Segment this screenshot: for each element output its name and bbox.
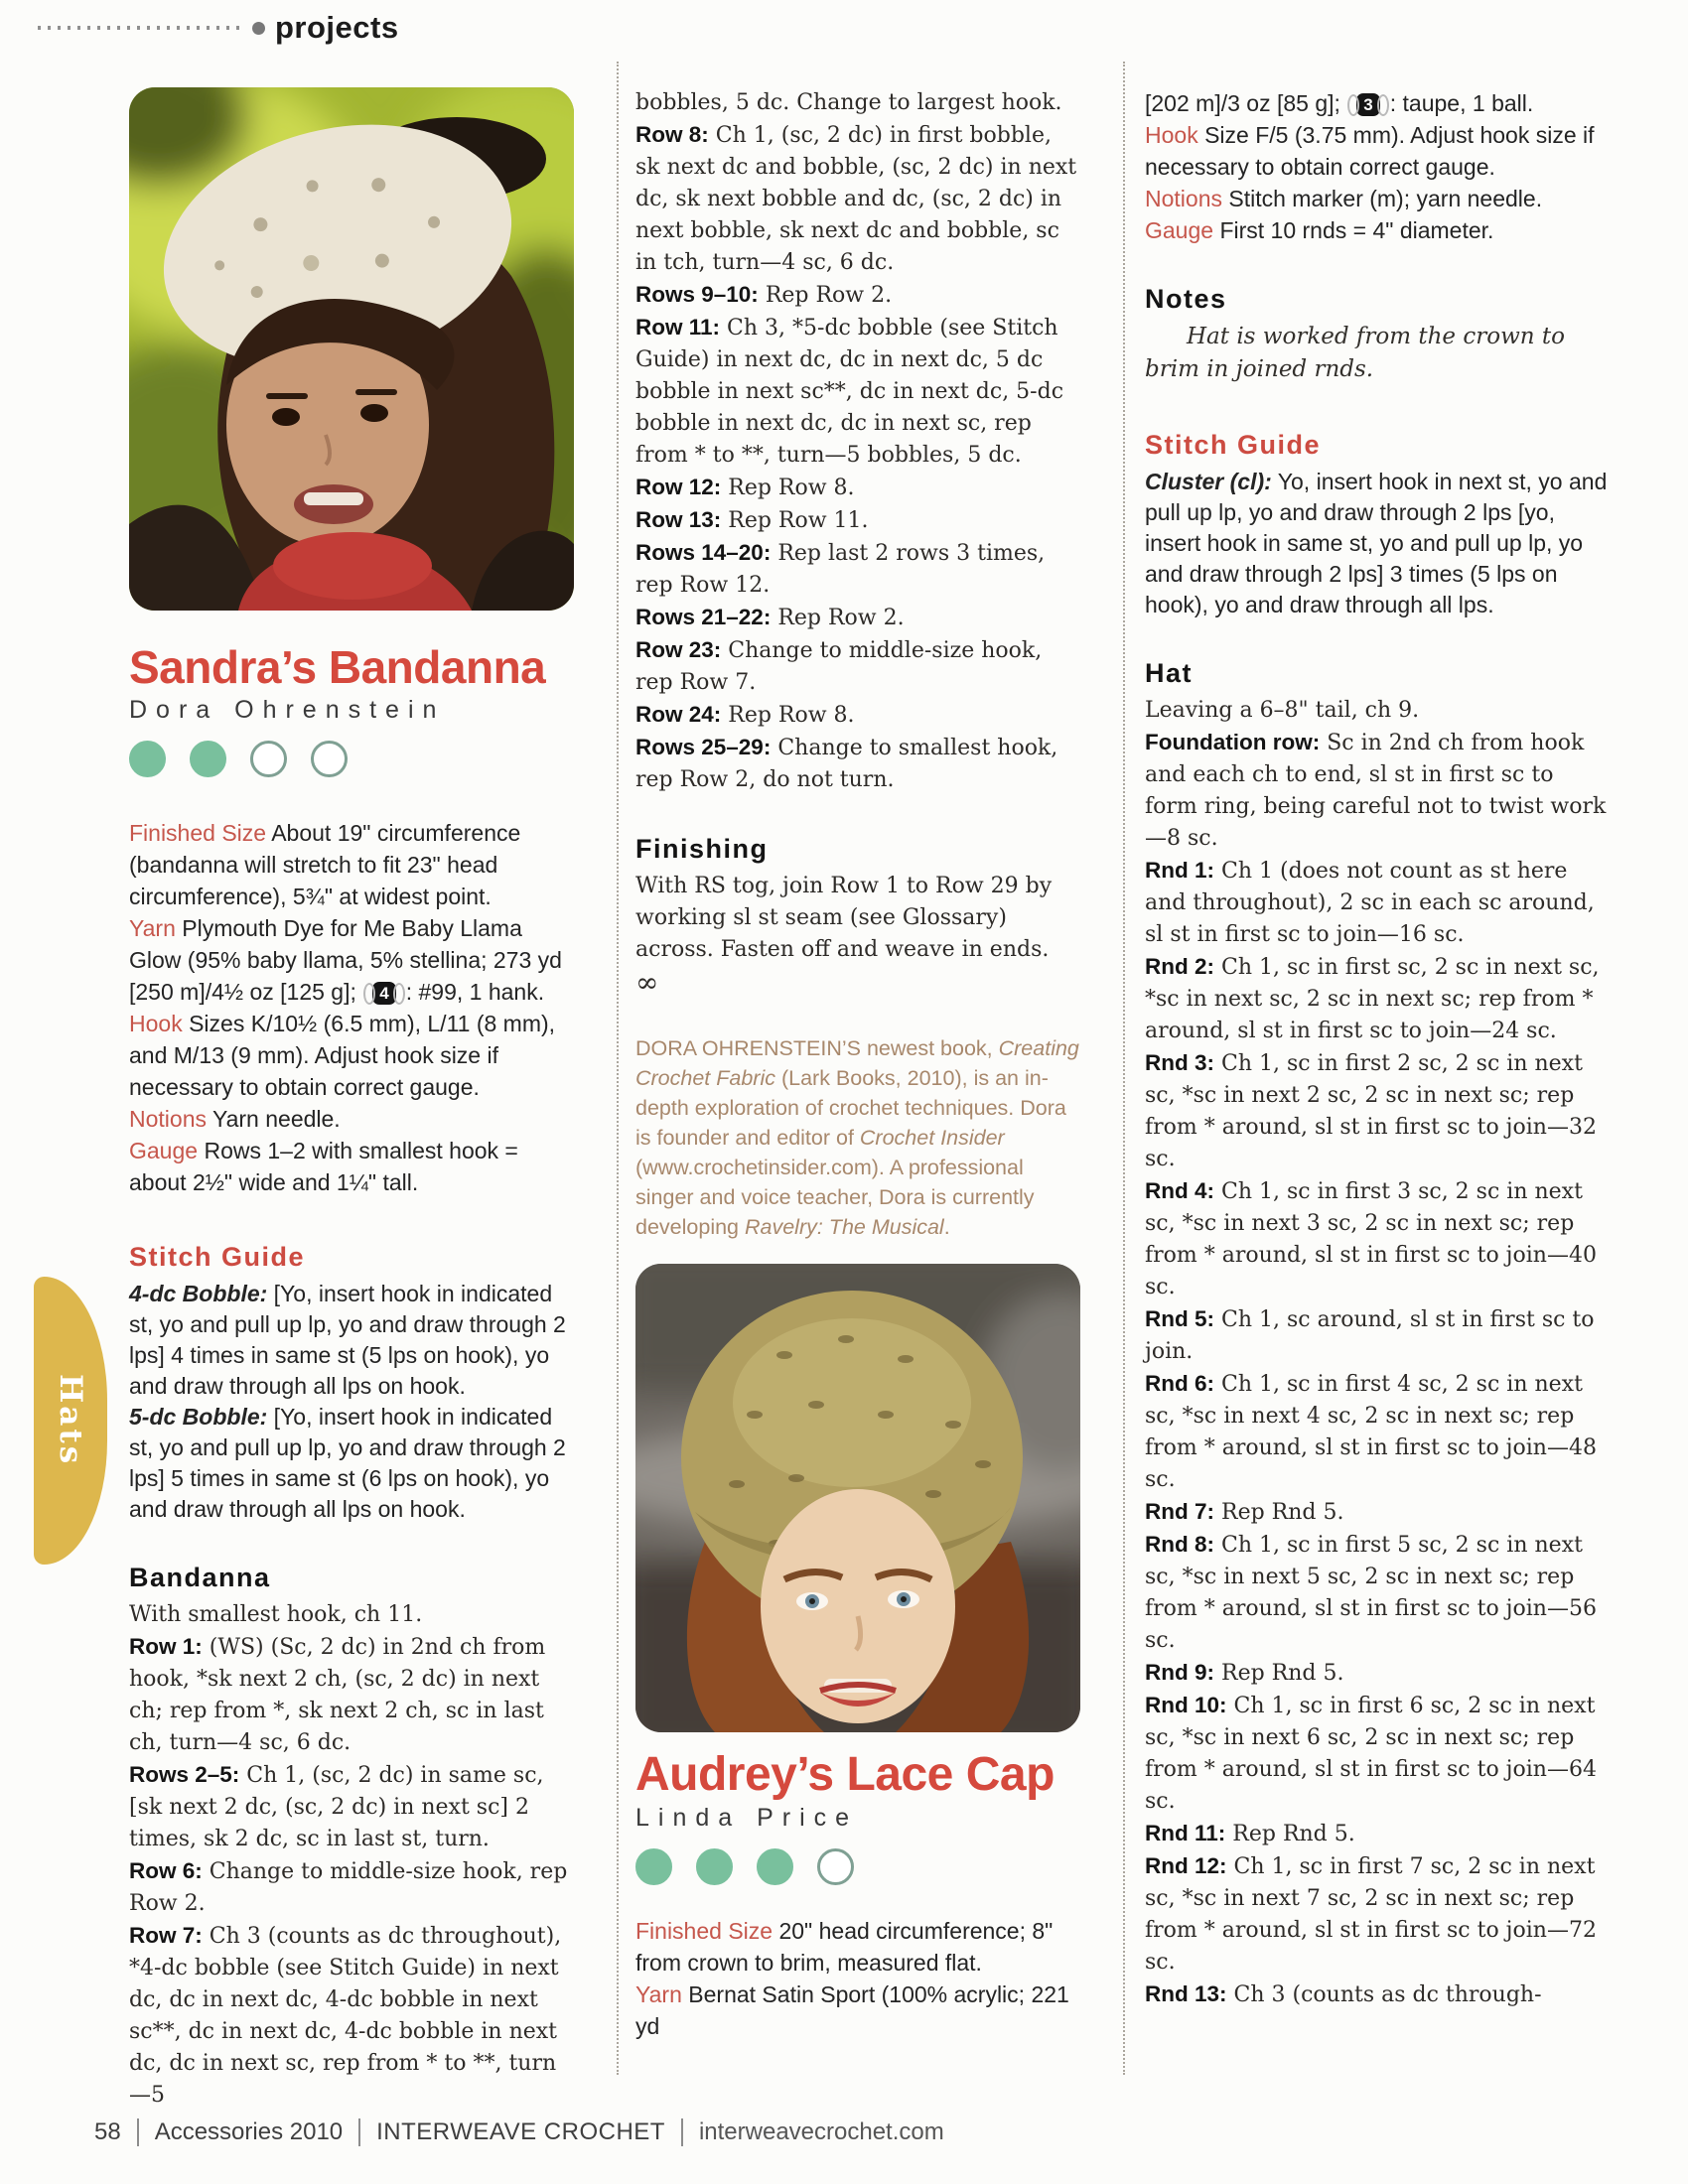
pattern-row: Rnd 9: Rep Rnd 5. xyxy=(1145,1660,1344,1686)
pattern-row: Row 23: Change to middle-size hook, rep Row 7. xyxy=(635,637,1043,695)
difficulty-rating xyxy=(129,741,574,777)
difficulty-rating xyxy=(635,1848,1080,1885)
row-label: Rnd 3: xyxy=(1145,1050,1214,1075)
row-label: Row 13: xyxy=(635,507,722,532)
footer-magazine: INTERWEAVE CROCHET xyxy=(358,2118,681,2146)
page-header xyxy=(38,10,399,46)
spec-label: Hook xyxy=(129,1010,183,1036)
spec-label: Yarn xyxy=(635,1980,682,2007)
designer-bio xyxy=(635,1033,1080,1242)
pattern-intro: With smallest hook, ch 11. xyxy=(129,1601,423,1627)
spec-hook xyxy=(1145,119,1610,183)
row-label: Rows 14–20: xyxy=(635,540,772,565)
stitch-term: 4-dc Bobble: xyxy=(129,1280,268,1306)
difficulty-dot-empty xyxy=(311,741,348,777)
row-label: Rnd 10: xyxy=(1145,1693,1227,1717)
row-label: Rnd 11: xyxy=(1145,1821,1226,1845)
spec-value: [202 m]/3 oz [85 g]; xyxy=(1145,90,1347,116)
row-label: Row 8: xyxy=(635,122,709,147)
row-label: Row 23: xyxy=(635,637,722,662)
bio-segment: DORA OHRENSTEIN’S newest book, xyxy=(635,1036,999,1060)
stitch-term: Cluster (cl): xyxy=(1145,469,1272,494)
stitch-guide-entry: 4-dc Bobble: [Yo, insert hook in indicated st, yo and pull up lp, yo and draw through 2 lps] 4 times in same st (5 lps on hook), yo and draw through all lps on hook. xyxy=(129,1280,566,1399)
pattern-row: Rnd 4: Ch 1, sc in first 3 sc, 2 sc in next sc, *sc in next 3 sc, 2 sc in next sc; rep from * around, sl st in first sc to join—40 sc. xyxy=(1145,1178,1597,1299)
page-footer xyxy=(94,2118,960,2146)
pattern-row: Rnd 7: Rep Rnd 5. xyxy=(1145,1499,1344,1525)
sidebar-tab-label: Hats xyxy=(53,1374,88,1467)
row-label: Row 1: xyxy=(129,1633,203,1659)
pattern-specs xyxy=(129,817,574,1198)
pattern-row: Rnd 10: Ch 1, sc in first 6 sc, 2 sc in next sc, *sc in next 6 sc, 2 sc in next sc; rep from * around, sl st in first sc to join—64 sc. xyxy=(1145,1693,1597,1814)
spec-value: Stitch marker (m); yarn needle. xyxy=(1228,186,1543,211)
spec-label: Yarn xyxy=(129,914,176,941)
row-label: Rnd 1: xyxy=(1145,858,1214,883)
row-label: Rnd 9: xyxy=(1145,1660,1214,1685)
notes-heading: Notes xyxy=(1145,284,1227,314)
pattern-row: Rnd 8: Ch 1, sc in first 5 sc, 2 sc in next sc, *sc in next 5 sc, 2 sc in next sc; rep from * around, sl st in first sc to join—56 sc. xyxy=(1145,1532,1597,1653)
author-name: Linda Price xyxy=(635,1803,859,1832)
stitch-guide-heading: Stitch Guide xyxy=(1145,430,1322,460)
bio-italic-segment: Creating Crochet Fabric xyxy=(635,1036,1079,1090)
pattern-row: Row 7: Ch 3 (counts as dc throughout), *4-dc bobble (see Stitch Guide) in next dc, dc in next dc, 4-dc bobble in next sc**, dc in next dc, 4-dc bobble in next dc, dc in next sc, rep from * to **, turn—5 xyxy=(129,1922,562,2108)
pattern-row: Row 12: Rep Row 8. xyxy=(635,475,855,500)
difficulty-dot-empty xyxy=(817,1848,854,1885)
row-label: Row 7: xyxy=(129,1922,203,1948)
notes-text: Hat is worked from the crown to brim in joined rnds. xyxy=(1145,324,1565,382)
pattern-intro: Leaving a 6–8" tail, ch 9. xyxy=(1145,698,1420,723)
stitch-guide-heading: Stitch Guide xyxy=(129,1241,306,1272)
row-label: Rows 9–10: xyxy=(635,282,759,307)
spec-label: Finished Size xyxy=(635,1917,774,1944)
pattern-row: bobbles, 5 dc. Change to largest hook. xyxy=(635,90,1062,115)
section-bullet-icon xyxy=(252,22,265,35)
dotted-rule xyxy=(38,26,242,30)
pattern-row: Rows 21–22: Rep Row 2. xyxy=(635,605,905,630)
sandra-photo xyxy=(129,87,574,611)
row-label: Foundation row: xyxy=(1145,730,1321,754)
column-rule xyxy=(1123,62,1125,2075)
spec-value: Sizes K/10½ (6.5 mm), L/11 (8 mm), and M/13 (9 mm). Adjust hook size if necessary to obtain correct gauge. xyxy=(129,1010,556,1100)
project-title-audrey: Audrey’s Lace Cap xyxy=(635,1748,1055,1801)
pattern-row: Rnd 3: Ch 1, sc in first 2 sc, 2 sc in next sc, *sc in next 2 sc, 2 sc in next sc; rep from * around, sl st in first sc to join—32 sc. xyxy=(1145,1050,1597,1171)
spec-value: : #99, 1 hank. xyxy=(405,978,545,1005)
pattern-row: Row 1: (WS) (Sc, 2 dc) in 2nd ch from hook, *sk next 2 ch, (sc, 2 dc) in next ch; rep from *, sk next 2 ch, sc in last ch, turn—4 sc, 6 dc. xyxy=(129,1633,546,1755)
project-title-sandra: Sandra’s Bandanna xyxy=(129,641,546,693)
pattern-row: Rnd 6: Ch 1, sc in first 4 sc, 2 sc in next sc, *sc in next 4 sc, 2 sc in next sc; rep from * around, sl st in first sc to join—48 sc. xyxy=(1145,1371,1597,1492)
bandanna-rows xyxy=(129,1631,574,2112)
spec-value: Size F/5 (3.75 mm). Adjust hook size if necessary to obtain correct gauge. xyxy=(1145,122,1595,180)
spec-label: Notions xyxy=(129,1105,207,1132)
spec-notions xyxy=(1145,183,1610,214)
bandanna-rows-continued xyxy=(635,87,1080,796)
spec-value: Bernat Satin Sport (100% acrylic; 221 yd xyxy=(635,1980,1069,2039)
spec-value: Plymouth Dye for Me Baby Llama Glow (95% baby llama, 5% stellina; 273 yd [250 m]/4½ oz [125 g]; xyxy=(129,914,562,1005)
audrey-photo-image xyxy=(635,1264,1080,1732)
stitch-guide-entry: 5-dc Bobble: [Yo, insert hook in indicated st, yo and pull up lp, yo and draw through 2 lps] 5 times in same st (6 lps on hook), yo and draw through all lps on hook. xyxy=(129,1403,566,1522)
difficulty-dot-filled xyxy=(190,741,226,777)
row-label: Rnd 4: xyxy=(1145,1178,1214,1203)
footer-issue: Accessories 2010 xyxy=(137,2118,358,2146)
sidebar-tab-hats xyxy=(34,1277,107,1565)
pattern-row: Rnd 11: Rep Rnd 5. xyxy=(1145,1821,1355,1846)
difficulty-dot-empty xyxy=(250,741,287,777)
row-label: Row 24: xyxy=(635,702,722,727)
row-label: Rnd 8: xyxy=(1145,1532,1214,1557)
audrey-photo xyxy=(635,1264,1080,1732)
spec-finished-size xyxy=(129,817,574,912)
spec-notions xyxy=(129,1103,574,1135)
pattern-row: Row 8: Ch 1, (sc, 2 dc) in first bobble, sk next dc and bobble, (sc, 2 dc) in next dc, sk next bobble and dc, (sc, 2 dc) in next bobble, sk next dc and bobble, sc in tch, turn—4 sc, 6 dc. xyxy=(635,122,1077,275)
pattern-row: Row 6: Change to middle-size hook, rep Row 2. xyxy=(129,1857,568,1916)
spec-label: Gauge xyxy=(129,1137,199,1163)
stitch-guide-entries xyxy=(129,1279,574,1525)
pattern-row: Rnd 1: Ch 1 (does not count as st here and throughout), 2 sc in each sc around, sl st in first sc to join—16 sc. xyxy=(1145,858,1595,947)
finishing-heading: Finishing xyxy=(635,834,769,864)
bio-segment: (Lark Books, 2010), is an in-depth exploration of crochet techniques. Dora is founder and editor of xyxy=(635,1066,1066,1150)
column-rule xyxy=(617,62,619,2075)
page-number: 58 xyxy=(94,2118,121,2145)
pattern-row: Rows 2–5: Ch 1, (sc, 2 dc) in same sc, [sk next 2 dc, (sc, 2 dc) in next sc] 2 times, sk 2 dc, sc in last st, turn. xyxy=(129,1761,544,1851)
spec-gauge xyxy=(129,1135,574,1198)
bio-italic-segment: Ravelry: The Musical xyxy=(744,1215,944,1239)
spec-value: About 19" circumference (bandanna will stretch to fit 23" head circumference), 5¾" at widest point. xyxy=(129,819,521,909)
stitch-definition: Yo, insert hook in next st, yo and pull up lp, yo and draw through 2 lps [yo, insert hook in same st, yo and pull up lp, yo and draw through 2 lps] 3 times (5 lps on hook), yo and draw through all lps. xyxy=(1145,469,1608,617)
bio-segment: (www.crochetinsider.com). A professional singer and voice teacher, Dora is currently developing xyxy=(635,1156,1035,1239)
pattern-specs xyxy=(635,1915,1080,2042)
row-label: Rows 21–22: xyxy=(635,605,772,629)
bandanna-heading: Bandanna xyxy=(129,1562,271,1592)
spec-finished-size xyxy=(635,1915,1080,1979)
stitch-term: 5-dc Bobble: xyxy=(129,1403,268,1430)
row-label: Rnd 6: xyxy=(1145,1371,1214,1396)
bio-segment: . xyxy=(943,1215,950,1239)
finishing-text: With RS tog, join Row 1 to Row 29 by working sl st seam (see Glossary) across. Fasten off and weave in ends. xyxy=(635,874,1053,962)
sandra-photo-image xyxy=(129,87,574,611)
stitch-guide-entry xyxy=(1145,467,1610,620)
difficulty-dot-filled xyxy=(757,1848,793,1885)
pattern-row: Rnd 12: Ch 1, sc in first 7 sc, 2 sc in next sc, *sc in next 7 sc, 2 sc in next sc; rep from * around, sl st in first sc to join—72 sc. xyxy=(1145,1853,1597,1975)
author-name: Dora Ohrenstein xyxy=(129,695,446,724)
spec-gauge xyxy=(1145,214,1610,246)
spec-label: Notions xyxy=(1145,186,1222,211)
spec-yarn xyxy=(129,912,574,1008)
pattern-row: Rows 14–20: Rep last 2 rows 3 times, rep Row 12. xyxy=(635,540,1046,598)
bio-italic-segment: Crochet Insider xyxy=(859,1126,1005,1150)
row-label: Rnd 5: xyxy=(1145,1306,1214,1331)
difficulty-dot-filled xyxy=(635,1848,672,1885)
difficulty-dot-filled xyxy=(129,741,166,777)
spec-value: First 10 rnds = 4" diameter. xyxy=(1219,217,1494,243)
row-label: Rows 25–29: xyxy=(635,735,772,759)
spec-label: Hook xyxy=(1145,122,1198,148)
spec-value: 20" head circumference; 8" from crown to brim, measured flat. xyxy=(635,1917,1054,1976)
pattern-row: Rows 25–29: Change to smallest hook, rep Row 2, do not turn. xyxy=(635,735,1058,792)
spec-label: Finished Size xyxy=(129,819,267,846)
spec-value: : taupe, 1 ball. xyxy=(1389,90,1534,116)
hat-rows xyxy=(1145,727,1610,2011)
spec-value: Rows 1–2 with smallest hook = about 2½" wide and 1¼" tall. xyxy=(129,1137,518,1195)
row-label: Rnd 2: xyxy=(1145,954,1214,979)
pattern-row: Row 24: Rep Row 8. xyxy=(635,702,855,728)
right-column xyxy=(1145,87,1610,2011)
section-label: projects xyxy=(275,10,399,45)
pattern-row: Row 11: Ch 3, *5-dc bobble (see Stitch Guide) in next dc, dc in next dc, 5 dc bobble in next sc**, dc in next dc, 5-dc bobble in next dc, dc in next sc, rep from * to **, turn—5 bobbles, 5 dc. xyxy=(635,315,1064,468)
end-of-pattern-mark: ∞ xyxy=(635,966,659,999)
hat-heading: Hat xyxy=(1145,658,1194,688)
row-label: Rows 2–5: xyxy=(129,1761,240,1787)
spec-hook xyxy=(129,1008,574,1103)
middle-column xyxy=(635,87,1080,2042)
pattern-row: Rows 9–10: Rep Row 2. xyxy=(635,282,893,308)
pattern-row: Row 13: Rep Row 11. xyxy=(635,507,869,533)
spec-yarn xyxy=(635,1979,1080,2042)
pattern-row: Rnd 5: Ch 1, sc around, sl st in first sc to join. xyxy=(1145,1306,1595,1364)
left-column xyxy=(129,87,574,2112)
difficulty-dot-filled xyxy=(696,1848,733,1885)
row-label: Row 12: xyxy=(635,475,722,499)
pattern-row: Rnd 2: Ch 1, sc in first sc, 2 sc in next sc, *sc in next sc, 2 sc in next sc; rep from * around, sl st in first sc to join—24 sc. xyxy=(1145,954,1600,1043)
row-label: Rnd 12: xyxy=(1145,1853,1227,1878)
spec-value: Yarn needle. xyxy=(211,1105,341,1132)
row-label: Rnd 13: xyxy=(1145,1981,1227,2006)
row-label: Rnd 7: xyxy=(1145,1499,1214,1524)
spec-yarn-continued xyxy=(1145,87,1610,119)
row-label: Row 11: xyxy=(635,315,721,340)
spec-label: Gauge xyxy=(1145,217,1214,243)
row-label: Row 6: xyxy=(129,1857,203,1883)
pattern-row: Rnd 13: Ch 3 (counts as dc through- xyxy=(1145,1981,1542,2007)
pattern-row: Foundation row: Sc in 2nd ch from hook and each ch to end, sl st in first sc to form ring, being careful not to twist work—8 sc. xyxy=(1145,730,1607,851)
footer-website: interweavecrochet.com xyxy=(681,2118,960,2146)
yarn-weight-badge-icon: 4 xyxy=(372,982,395,1005)
yarn-weight-badge-icon: 3 xyxy=(1356,93,1379,116)
